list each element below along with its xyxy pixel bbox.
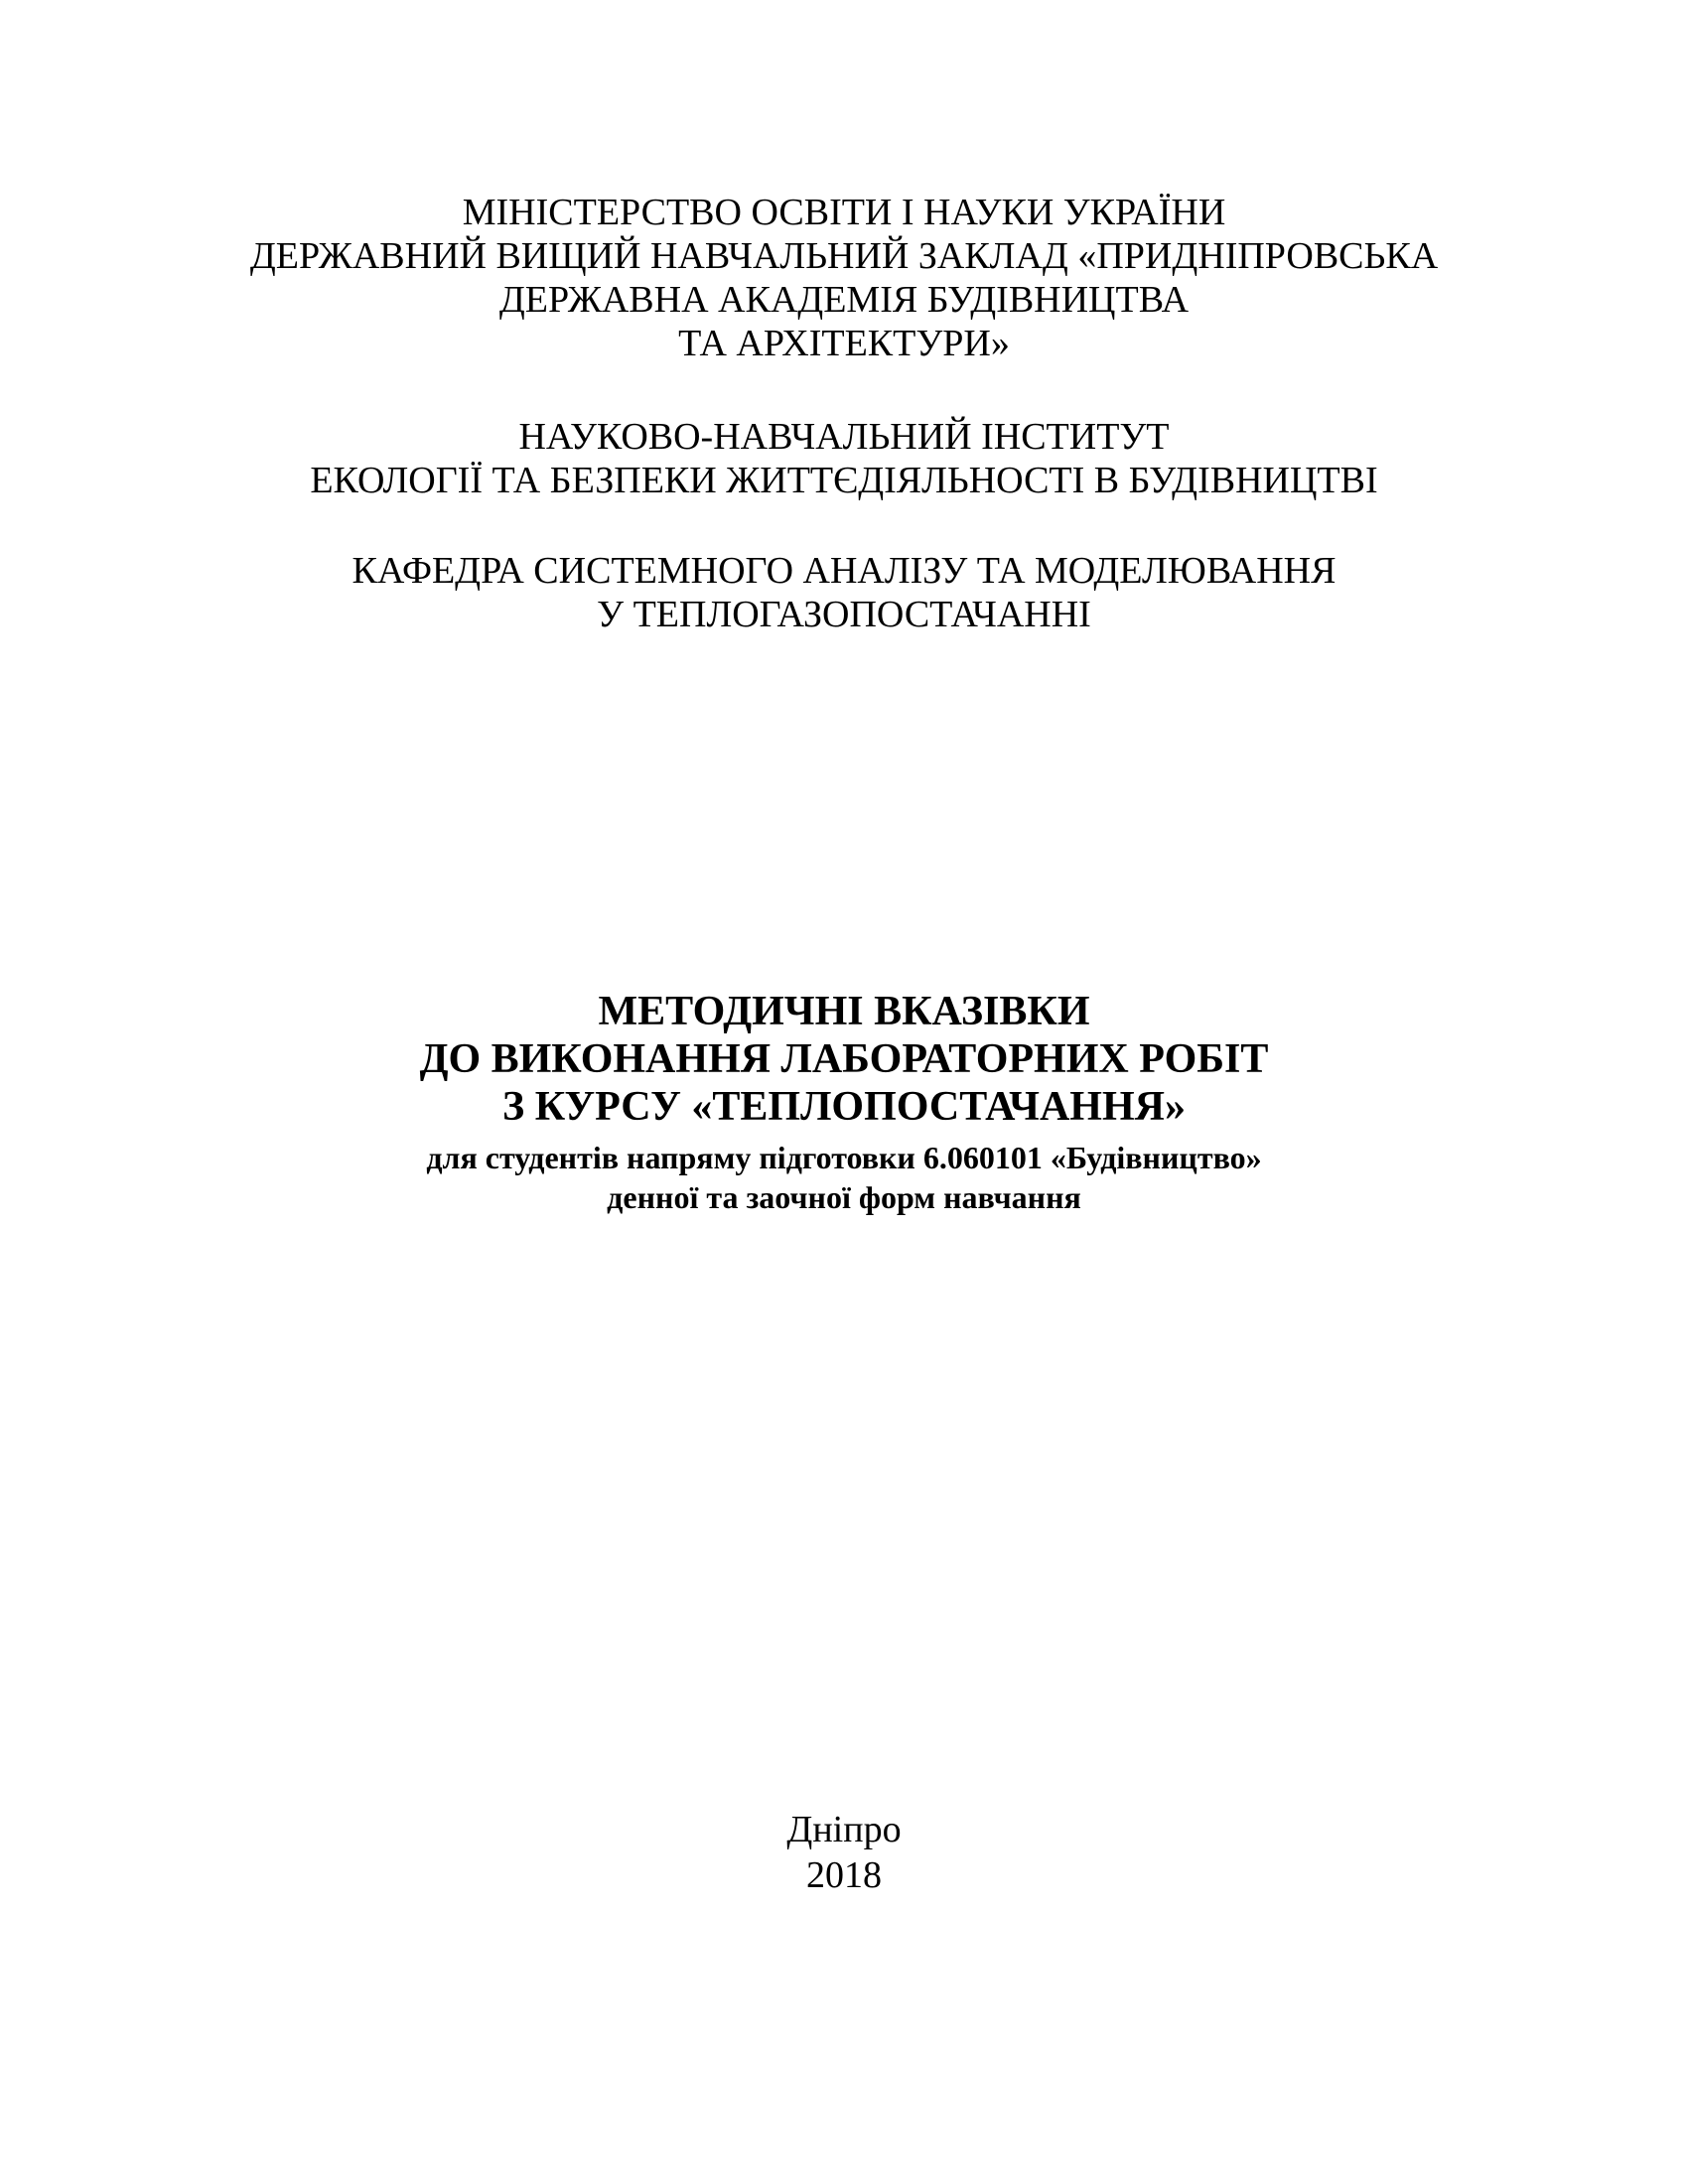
institution-line: ТА АРХІТЕКТУРИ»: [678, 323, 1010, 364]
subtitle-line: для студентів напряму підготовки 6.060101 «Будівництво»: [426, 1140, 1262, 1175]
title-line: ДО ВИКОНАННЯ ЛАБОРАТОРНИХ РОБІТ: [419, 1036, 1269, 1082]
institution-line: ДЕРЖАВНА АКАДЕМІЯ БУДІВНИЦТВА: [498, 279, 1190, 321]
institute-line: НАУКОВО-НАВЧАЛЬНИЙ ІНСТИТУТ: [518, 416, 1170, 458]
document-subtitle: [0, 1138, 1688, 1217]
department-line: КАФЕДРА СИСТЕМНОГО АНАЛІЗУ ТА МОДЕЛЮВАННЯ: [352, 550, 1336, 592]
subtitle-line: денної та заочної форм навчання: [607, 1179, 1081, 1215]
ministry-line: МІНІСТЕРСТВО ОСВІТИ І НАУКИ УКРАЇНИ: [462, 192, 1226, 233]
publication-year: 2018: [806, 1854, 882, 1896]
institute-name: [0, 415, 1688, 502]
publication-info: [0, 1807, 1688, 1898]
department-line: У ТЕПЛОГАЗОПОСТАЧАННІ: [597, 594, 1091, 635]
publication-city: Дніпро: [786, 1809, 902, 1850]
title-line: З КУРСУ «ТЕПЛОПОСТАЧАННЯ»: [502, 1084, 1186, 1130]
institute-line: ЕКОЛОГІЇ ТА БЕЗПЕКИ ЖИТТЄДІЯЛЬНОСТІ В БУДІВНИЦТВІ: [310, 460, 1378, 501]
title-line: МЕТОДИЧНІ ВКАЗІВКИ: [598, 989, 1090, 1034]
document-title: [0, 988, 1688, 1131]
ministry-header: [0, 191, 1688, 365]
institution-line: ДЕРЖАВНИЙ ВИЩИЙ НАВЧАЛЬНИЙ ЗАКЛАД «ПРИДНІПРОВСЬКА: [249, 235, 1439, 277]
department-name: [0, 549, 1688, 636]
